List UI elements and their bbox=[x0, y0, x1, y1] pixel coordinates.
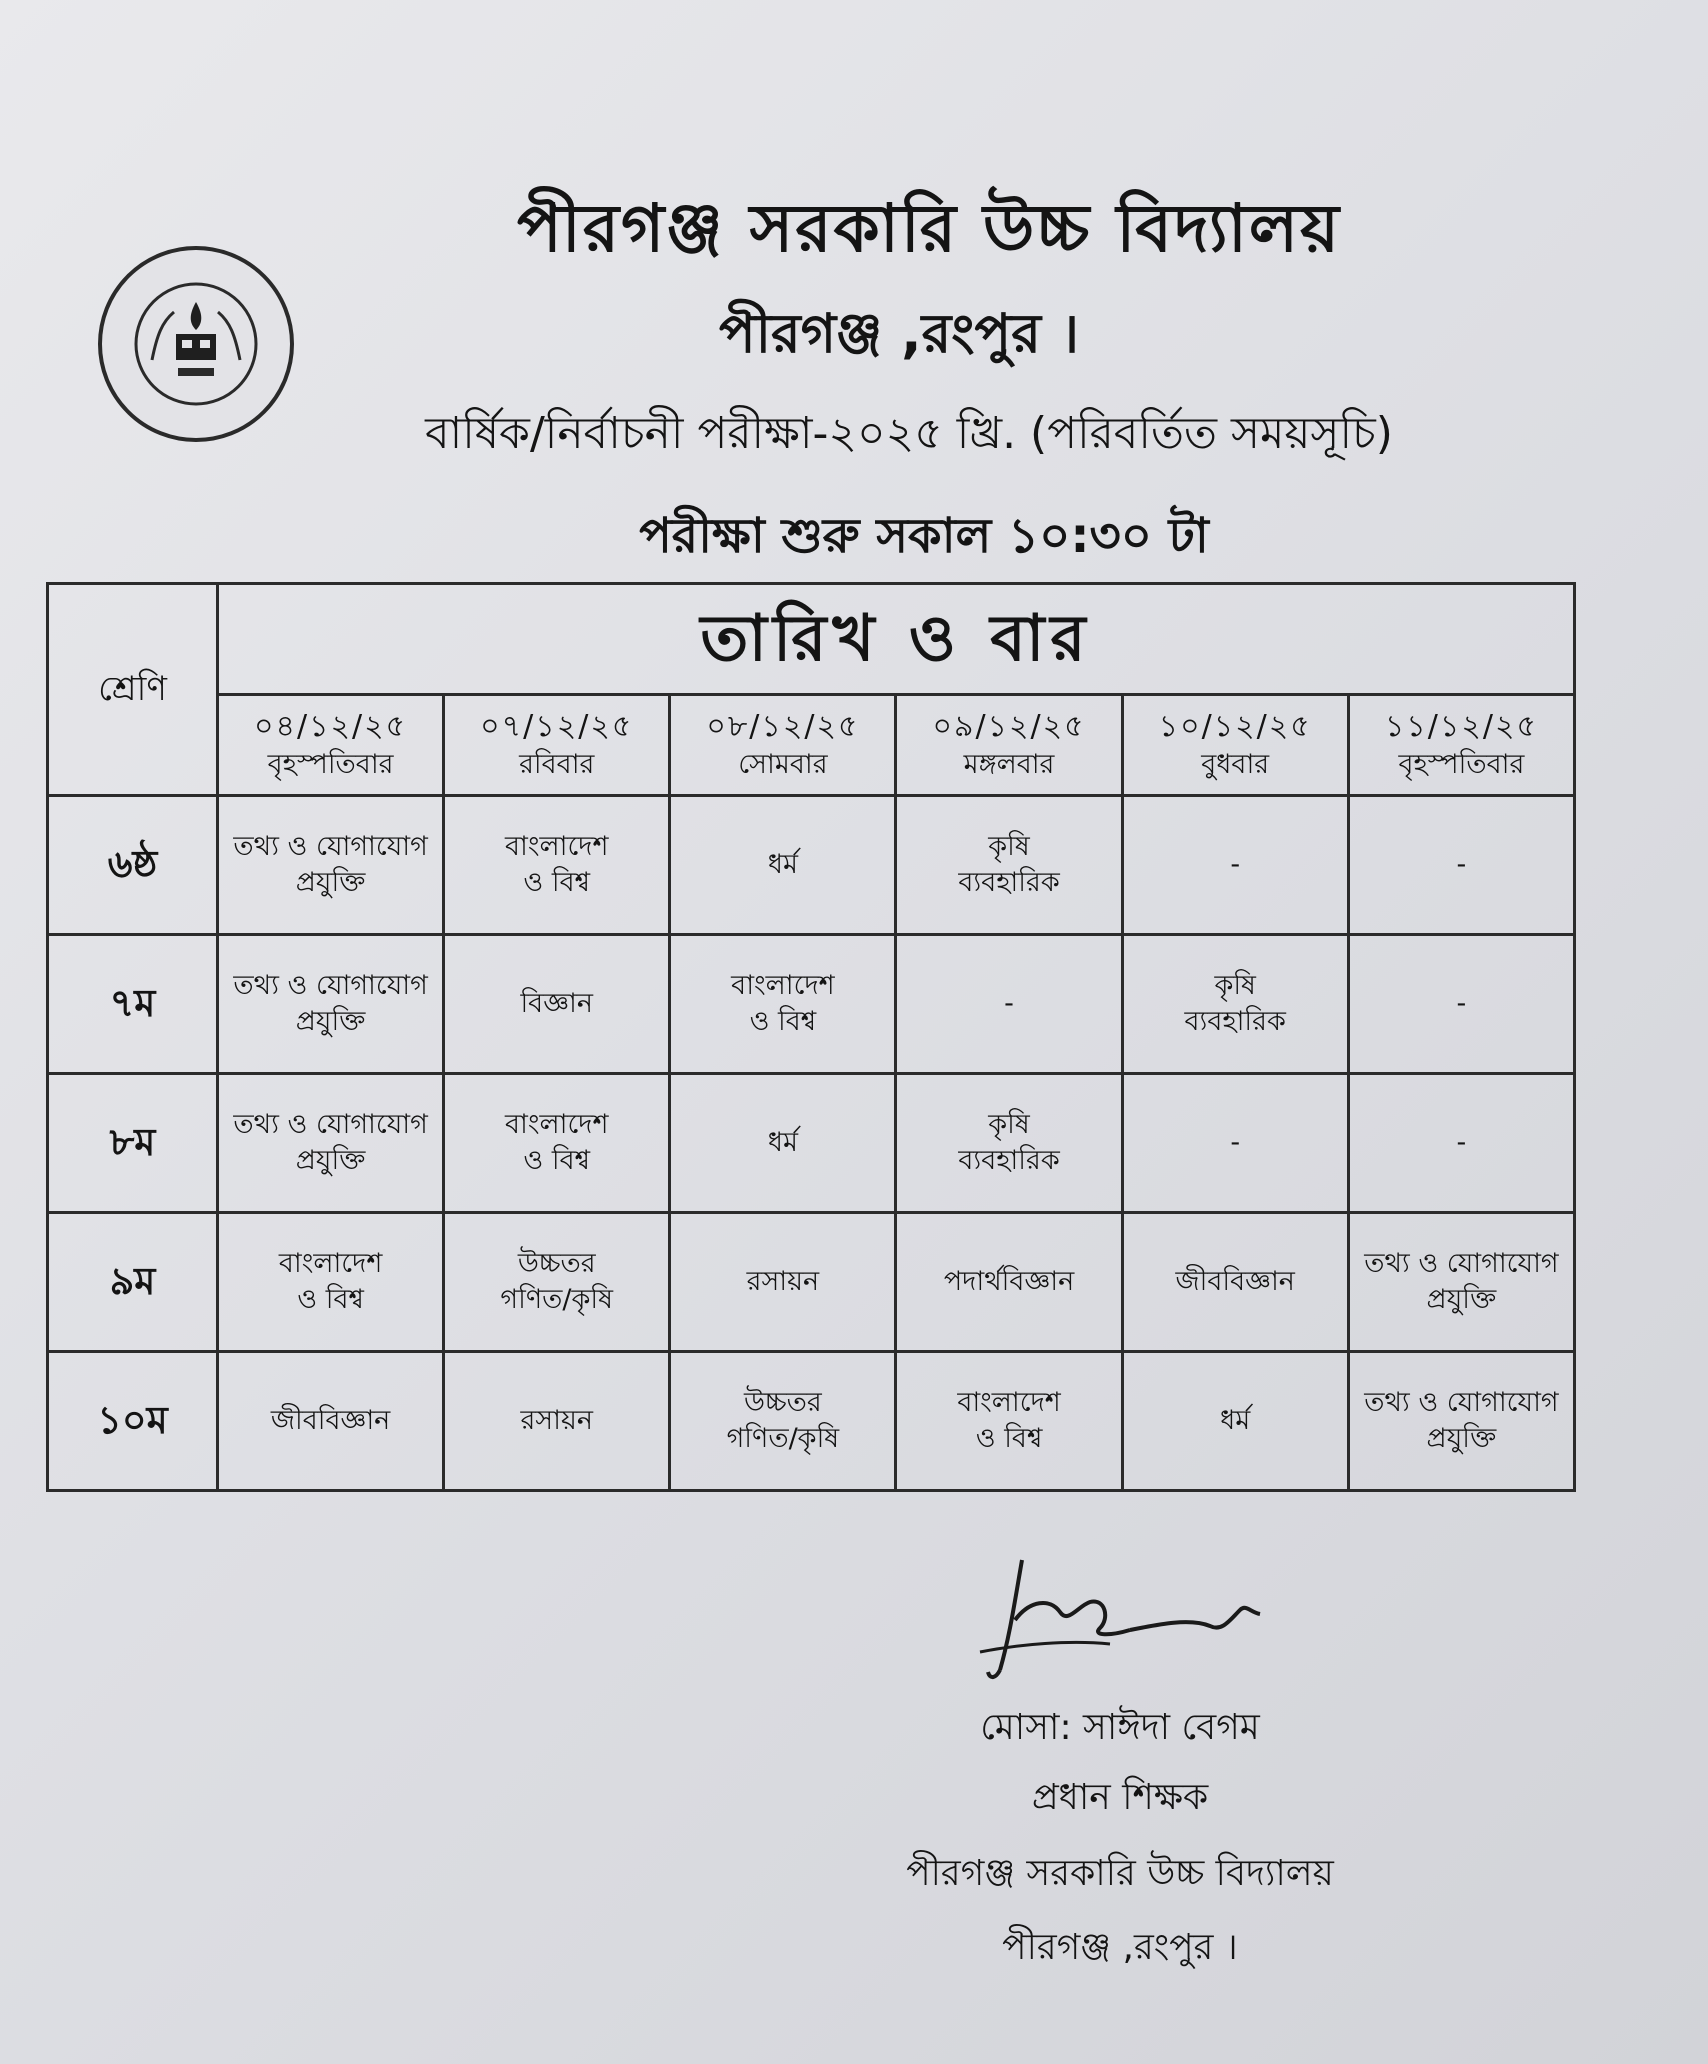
subject-name: - bbox=[1004, 987, 1014, 1019]
table-row bbox=[48, 1352, 1575, 1491]
exam-date: ১১/১২/২৫ bbox=[1384, 708, 1538, 744]
subject-name: বিজ্ঞান bbox=[520, 987, 593, 1019]
subject-name: তথ্য ও যোগাযোগ প্রযুক্তি bbox=[233, 830, 428, 898]
headmaster-signature-icon bbox=[960, 1540, 1280, 1690]
subject-name: কৃষি ব্যবহারিক bbox=[958, 830, 1060, 898]
subject-name: - bbox=[1456, 987, 1467, 1019]
subject-cell bbox=[218, 796, 444, 935]
table-header-row bbox=[48, 584, 1575, 695]
class-cell: ৮ম bbox=[48, 1074, 218, 1213]
class-cell: ৭ম bbox=[48, 935, 218, 1074]
subject-name: বাংলাদেশ ও বিশ্ব bbox=[957, 1386, 1061, 1454]
date-header-cell bbox=[218, 695, 444, 796]
subject-name: জীববিজ্ঞান bbox=[270, 1404, 391, 1436]
subject-cell bbox=[1122, 1213, 1348, 1352]
subject-cell bbox=[218, 935, 444, 1074]
date-header-cell bbox=[1348, 695, 1574, 796]
exam-date: ০৭/১২/২৫ bbox=[480, 708, 634, 744]
subject-name: রসায়ন bbox=[746, 1265, 820, 1297]
subject-cell bbox=[1348, 1074, 1574, 1213]
school-place: পীরগঞ্জ ,রংপুর । bbox=[718, 302, 1080, 365]
subject-name: তথ্য ও যোগাযোগ প্রযুক্তি bbox=[233, 1108, 428, 1176]
subject-cell bbox=[444, 1213, 670, 1352]
subject-cell bbox=[896, 1213, 1122, 1352]
exam-weekday: রবিবার bbox=[519, 749, 595, 781]
exam-weekday: সোমবার bbox=[738, 749, 828, 781]
subject-name: বাংলাদেশ ও বিশ্ব bbox=[505, 1108, 609, 1176]
subject-cell bbox=[670, 1213, 896, 1352]
subject-name: কৃষি ব্যবহারিক bbox=[1184, 969, 1286, 1037]
subject-cell bbox=[670, 1074, 896, 1213]
subject-name: ধর্ম bbox=[767, 848, 798, 880]
school-name: পীরগঞ্জ সরকারি উচ্চ বিদ্যালয় bbox=[517, 190, 1341, 267]
subject-cell bbox=[896, 1074, 1122, 1213]
exam-weekday: বৃহস্পতিবার bbox=[1398, 749, 1525, 781]
subject-name: জীববিজ্ঞান bbox=[1175, 1265, 1295, 1297]
subject-name: - bbox=[1230, 1126, 1241, 1158]
subject-name: রসায়ন bbox=[520, 1404, 593, 1436]
subject-name: ধর্ম bbox=[1220, 1404, 1251, 1436]
subject-cell bbox=[1348, 1213, 1574, 1352]
subject-name: - bbox=[1456, 1126, 1467, 1158]
signatory-place: পীরগঞ্জ ,রংপুর । bbox=[1002, 1927, 1238, 1968]
subject-name: পদার্থবিজ্ঞান bbox=[943, 1265, 1075, 1297]
subject-cell bbox=[896, 1352, 1122, 1491]
subject-cell bbox=[1122, 1074, 1348, 1213]
subject-cell bbox=[670, 935, 896, 1074]
subject-cell bbox=[444, 796, 670, 935]
subject-cell bbox=[896, 796, 1122, 935]
signatory-school: পীরগঞ্জ সরকারি উচ্চ বিদ্যালয় bbox=[906, 1853, 1334, 1894]
subject-cell bbox=[1122, 1352, 1348, 1491]
subject-name: তথ্য ও যোগাযোগ প্রযুক্তি bbox=[1364, 1386, 1559, 1454]
table-row bbox=[48, 796, 1575, 935]
subject-name: বাংলাদেশ ও বিশ্ব bbox=[505, 830, 609, 898]
exam-date: ০৪/১২/২৫ bbox=[254, 708, 408, 744]
class-cell: ১০ম bbox=[48, 1352, 218, 1491]
exam-date: ০৯/১২/২৫ bbox=[932, 708, 1086, 744]
exam-date: ১০/১২/২৫ bbox=[1158, 708, 1312, 744]
exam-weekday: বৃহস্পতিবার bbox=[267, 749, 394, 781]
subject-name: - bbox=[1456, 848, 1467, 880]
date-header-cell bbox=[670, 695, 896, 796]
subject-cell bbox=[896, 935, 1122, 1074]
signatory-name: মোসা: সাঈদা বেগম bbox=[980, 1707, 1260, 1748]
table-row bbox=[48, 1074, 1575, 1213]
subject-name: বাংলাদেশ ও বিশ্ব bbox=[278, 1247, 383, 1315]
subject-cell bbox=[444, 935, 670, 1074]
subject-name: উচ্চতর গণিত/কৃষি bbox=[500, 1247, 614, 1315]
subject-name: বাংলাদেশ ও বিশ্ব bbox=[731, 969, 835, 1037]
subject-cell bbox=[1122, 796, 1348, 935]
subject-cell bbox=[444, 1352, 670, 1491]
exam-date: ০৮/১২/২৫ bbox=[706, 708, 860, 744]
date-row bbox=[48, 695, 1575, 796]
date-header-cell bbox=[896, 695, 1122, 796]
signatory-title: প্রধান শিক্ষক bbox=[1031, 1777, 1209, 1818]
subject-cell bbox=[1122, 935, 1348, 1074]
date-header-cell bbox=[444, 695, 670, 796]
class-column-header: শ্রেণি bbox=[48, 584, 218, 796]
exam-start-time: পরীক্ষা শুরু সকাল ১০:৩০ টা bbox=[639, 508, 1209, 564]
exam-routine-table bbox=[46, 582, 1576, 1492]
table-row bbox=[48, 935, 1575, 1074]
subject-cell bbox=[1348, 1352, 1574, 1491]
subject-cell bbox=[218, 1213, 444, 1352]
subject-name: উচ্চতর গণিত/কৃষি bbox=[726, 1386, 840, 1454]
exam-weekday: বুধবার bbox=[1201, 749, 1270, 781]
subject-cell bbox=[218, 1352, 444, 1491]
table-row bbox=[48, 1213, 1575, 1352]
subject-cell bbox=[218, 1074, 444, 1213]
subject-cell bbox=[444, 1074, 670, 1213]
exam-weekday: মঙ্গলবার bbox=[963, 749, 1055, 781]
subject-name: তথ্য ও যোগাযোগ প্রযুক্তি bbox=[1364, 1247, 1559, 1315]
date-column-header: তারিখ ও বার bbox=[218, 584, 1575, 695]
subject-cell bbox=[670, 796, 896, 935]
date-header-cell bbox=[1122, 695, 1348, 796]
class-cell: ৯ম bbox=[48, 1213, 218, 1352]
subject-name: - bbox=[1230, 848, 1241, 880]
subject-name: ধর্ম bbox=[767, 1126, 798, 1158]
subject-cell bbox=[1348, 935, 1574, 1074]
class-cell: ৬ষ্ঠ bbox=[48, 796, 218, 935]
subject-cell bbox=[1348, 796, 1574, 935]
subject-name: কৃষি ব্যবহারিক bbox=[958, 1108, 1060, 1176]
subject-cell bbox=[670, 1352, 896, 1491]
subject-name: তথ্য ও যোগাযোগ প্রযুক্তি bbox=[233, 969, 428, 1037]
exam-title: বার্ষিক/নির্বাচনী পরীক্ষা-২০২৫ খ্রি. (পরিবর্তিত সময়সূচি) bbox=[425, 408, 1393, 459]
